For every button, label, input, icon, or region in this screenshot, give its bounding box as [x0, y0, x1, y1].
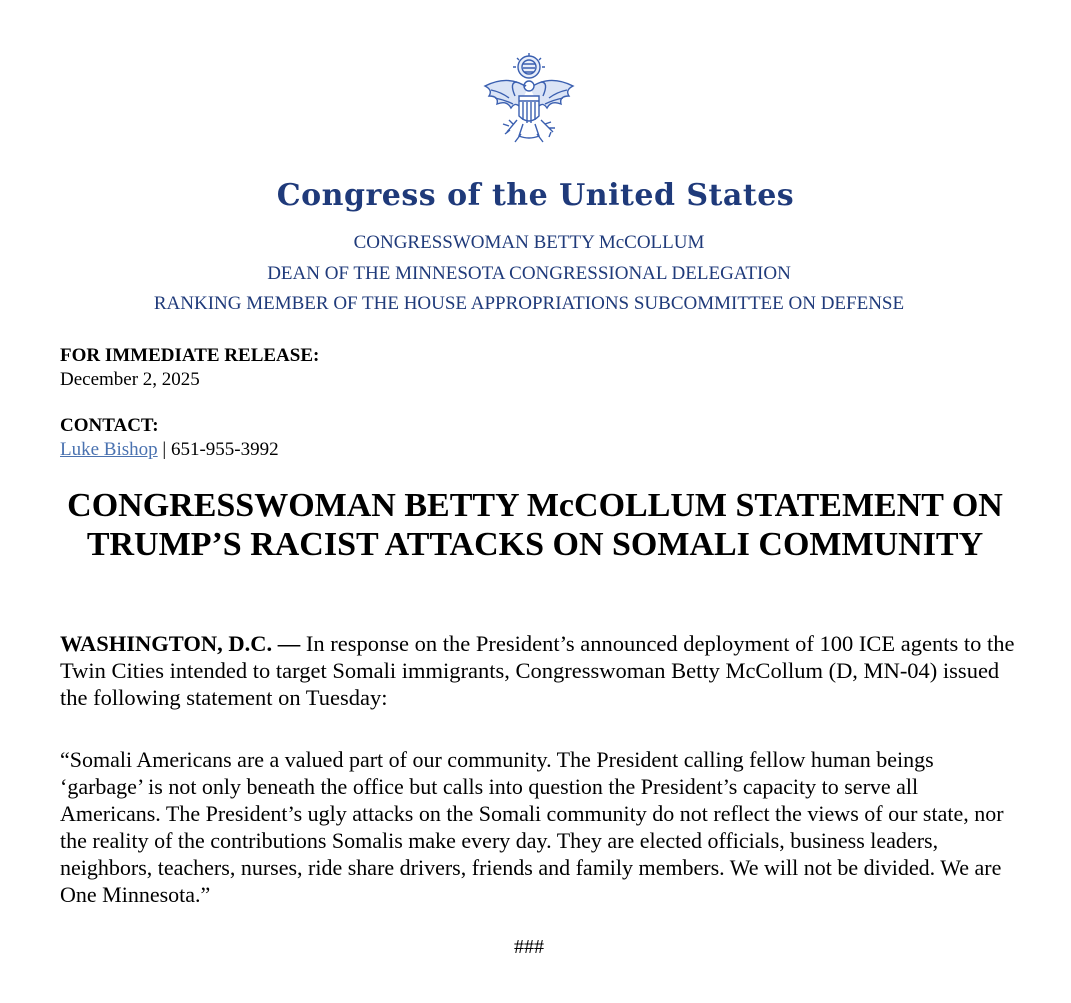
- release-label: FOR IMMEDIATE RELEASE:: [60, 345, 320, 366]
- masthead-dean-title: DEAN OF THE MINNESOTA CONGRESSIONAL DELEGATION: [267, 263, 791, 284]
- statement-quote: “Somali Americans are a valued part of our community. The President calling fellow human beings ‘garbage’ is not only beneath the office but calls into question the President’s capacity to serve all Americans. The President’s ugly attacks on the Somali community do not reflect the views of our state, nor the reality of the contributions Somalis make every day. They are elected officials, business leaders, neighbors, teachers, nurses, ride share drivers, friends and family members. We will not be divided. We are One Minnesota.”: [60, 747, 1004, 907]
- contact-separator: |: [157, 439, 171, 460]
- contact-phone: 651-955-3992: [170, 439, 279, 460]
- masthead-member-name: CONGRESSWOMAN BETTY McCOLLUM: [353, 232, 705, 253]
- contact-label: CONTACT:: [60, 415, 159, 436]
- intro-text: In response on the President’s announced deployment of 100 ICE agents to the Twin Cities intended to target Somali immigrants, Congresswoman Betty McCollum (D, MN-04) issued the following statement on Tuesday:: [60, 631, 1015, 710]
- masthead-title: Congress of the United States: [276, 178, 795, 213]
- contact-line: [60, 439, 279, 461]
- headline: CONGRESSWOMAN BETTY McCOLLUM STATEMENT ON TRUMP’S RACIST ATTACKS ON SOMALI COMMUNITY: [67, 487, 1003, 563]
- dateline: WASHINGTON, D.C. —: [60, 631, 301, 656]
- end-mark: ###: [514, 936, 544, 958]
- release-date: December 2, 2025: [60, 369, 200, 390]
- intro-paragraph: [60, 630, 1020, 711]
- contact-name-link[interactable]: Luke Bishop: [60, 439, 158, 460]
- great-seal-eagle-icon: [479, 52, 579, 152]
- masthead-ranking-title: RANKING MEMBER OF THE HOUSE APPROPRIATIONS SUBCOMMITTEE ON DEFENSE: [153, 293, 905, 314]
